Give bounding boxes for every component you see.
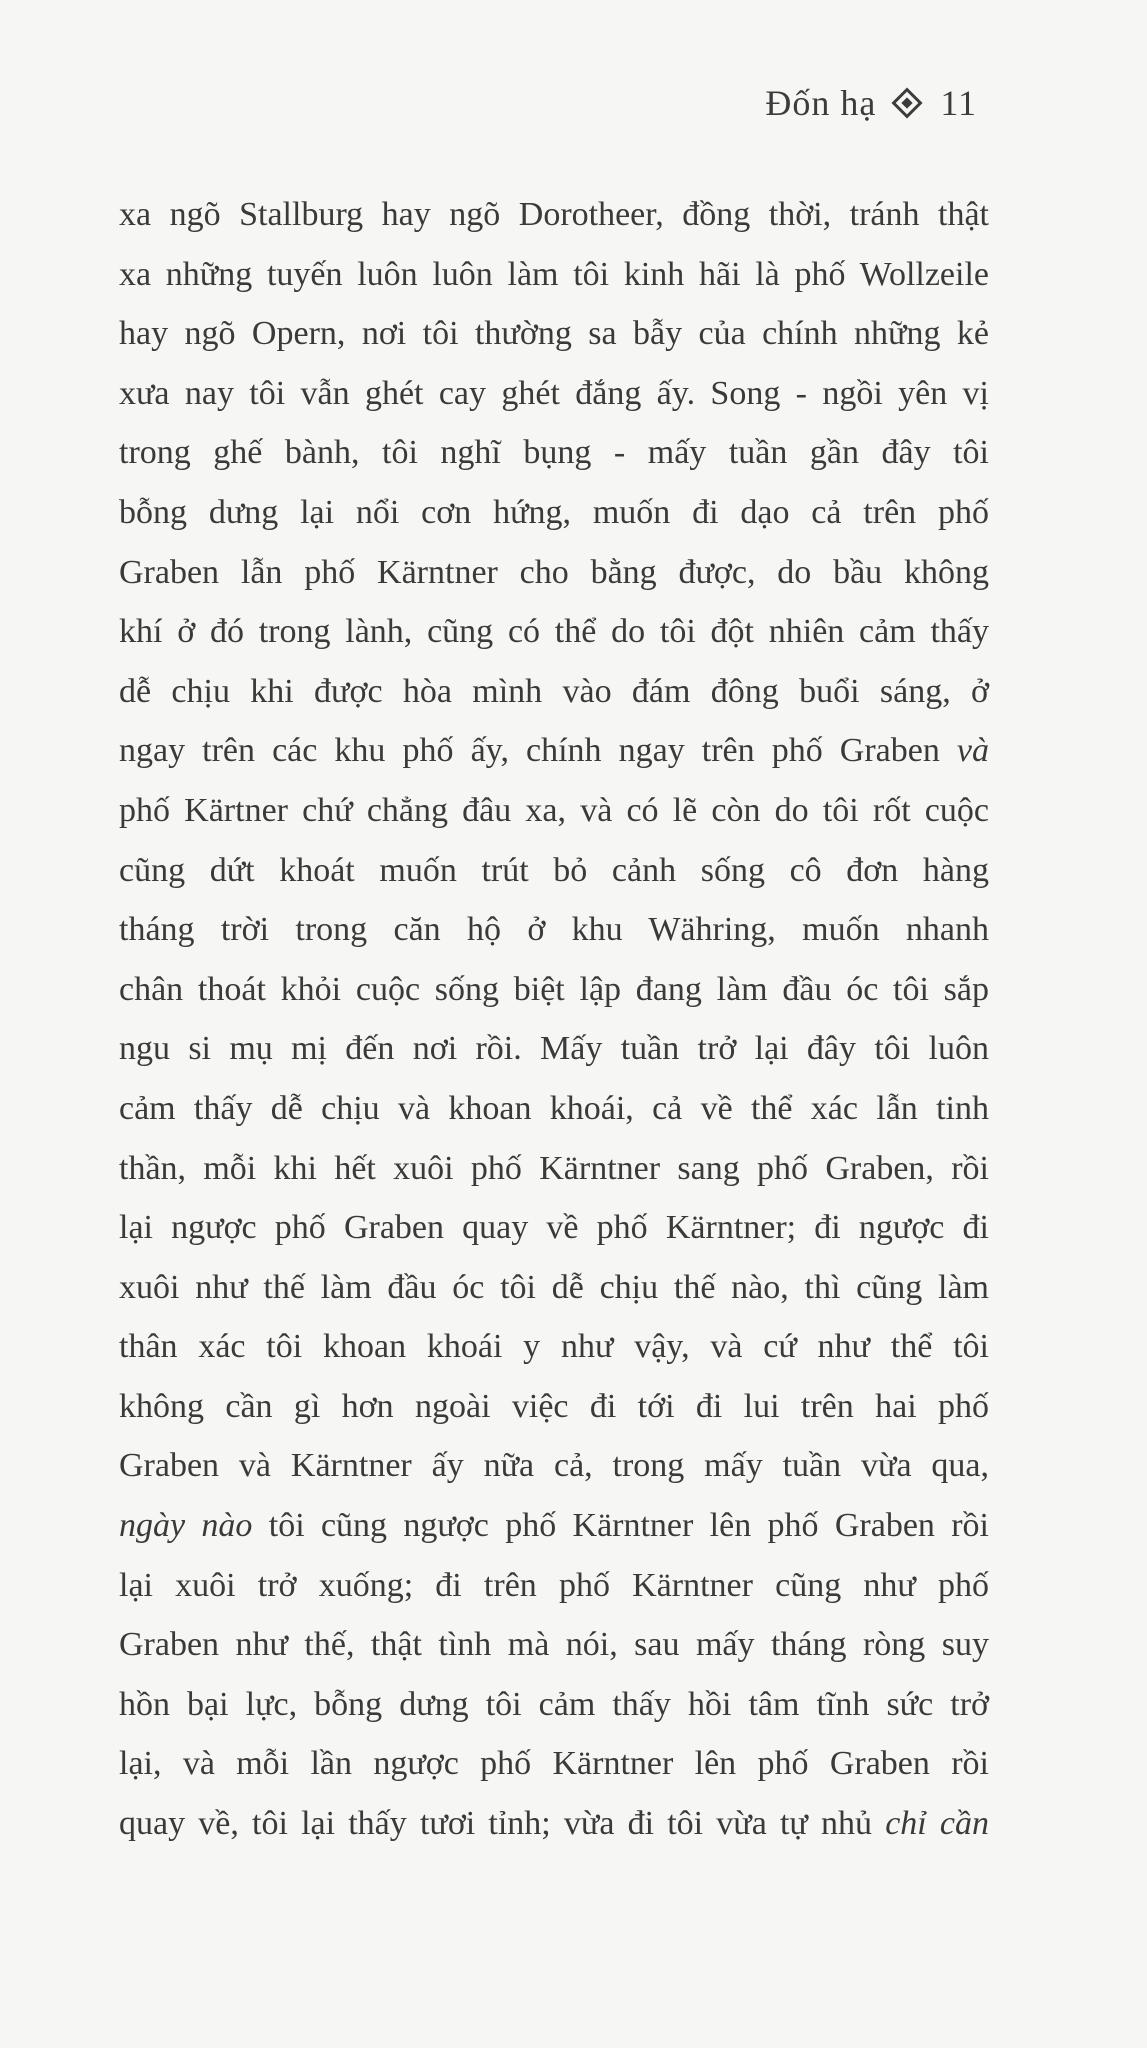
chapter-title: Đốn hạ (765, 83, 877, 123)
text-line (119, 662, 989, 722)
page-number: 11 (940, 83, 977, 123)
text-segment: phố Kärtner chứ chẳng đâu xa, và có lẽ còn do tôi rốt cuộc (119, 791, 989, 829)
text-line (119, 185, 989, 245)
text-line (119, 423, 989, 483)
italic-text: chỉ cần (885, 1805, 990, 1843)
text-line (119, 304, 989, 364)
text-segment: bỗng dưng lại nổi cơn hứng, muốn đi dạo cả trên phố (119, 493, 989, 531)
text-segment: khí ở đó trong lành, cũng có thể do tôi đột nhiên cảm thấy (119, 613, 989, 651)
text-line (119, 602, 989, 662)
text-line (119, 1734, 989, 1794)
text-segment: quay về, tôi lại thấy tươi tỉnh; vừa đi tôi vừa tự nhủ (119, 1805, 886, 1843)
text-line (119, 1258, 989, 1318)
text-segment: lại ngược phố Graben quay về phố Kärntner; đi ngược đi (119, 1209, 989, 1247)
text-line (119, 1794, 989, 1854)
text-line (119, 1615, 989, 1675)
diamond-ornament-icon (892, 87, 923, 118)
text-segment: xa ngõ Stallburg hay ngõ Dorotheer, đồng thời, tránh thật (119, 196, 989, 233)
text-segment: Graben như thế, thật tình mà nói, sau mấy tháng ròng suy (119, 1626, 989, 1664)
text-line (119, 1198, 989, 1258)
text-segment: dễ chịu khi được hòa mình vào đám đông buổi sáng, ở (119, 672, 989, 710)
text-segment: trong ghế bành, tôi nghĩ bụng - mấy tuần gần đây tôi (119, 434, 989, 472)
text-line (119, 543, 989, 603)
text-line (119, 721, 989, 781)
text-line (119, 960, 989, 1020)
text-line (119, 900, 989, 960)
text-line (119, 1317, 989, 1377)
text-segment: hay ngõ Opern, nơi tôi thường sa bẫy của chính những kẻ (119, 315, 989, 353)
italic-text: và (956, 732, 989, 770)
text-line (119, 483, 989, 543)
running-header (765, 82, 977, 124)
italic-text: ngày nào (119, 1507, 253, 1545)
text-segment: lại, và mỗi lần ngược phố Kärntner lên phố Graben rồi (119, 1745, 989, 1783)
text-segment: xa những tuyến luôn luôn làm tôi kinh hãi là phố Wollzeile (119, 255, 989, 293)
text-segment: Graben lẫn phố Kärntner cho bằng được, do bầu không (119, 553, 989, 591)
text-line (119, 1675, 989, 1735)
text-segment: xưa nay tôi vẫn ghét cay ghét đắng ấy. Song - ngồi yên vị (119, 374, 989, 412)
page-body-text (119, 185, 989, 1854)
text-segment: lại xuôi trở xuống; đi trên phố Kärntner cũng như phố (119, 1566, 989, 1604)
text-line (119, 1496, 989, 1556)
text-line (119, 1079, 989, 1139)
text-segment: tôi cũng ngược phố Kärntner lên phố Graben rồi (252, 1507, 990, 1545)
text-segment: ngay trên các khu phố ấy, chính ngay trên phố Graben (119, 732, 957, 770)
text-line (119, 1139, 989, 1199)
text-segment: hồn bại lực, bỗng dưng tôi cảm thấy hồi tâm tĩnh sức trở (119, 1685, 989, 1723)
text-segment: thần, mỗi khi hết xuôi phố Kärntner sang phố Graben, rồi (119, 1149, 989, 1187)
text-line (119, 781, 989, 841)
text-line (119, 245, 989, 305)
text-segment: cũng dứt khoát muốn trút bỏ cảnh sống cô đơn hàng (119, 851, 989, 889)
text-line (119, 1556, 989, 1616)
text-line (119, 1019, 989, 1079)
text-segment: ngu si mụ mị đến nơi rồi. Mấy tuần trở lại đây tôi luôn (119, 1030, 989, 1068)
text-line (119, 841, 989, 901)
text-segment: Graben và Kärntner ấy nữa cả, trong mấy tuần vừa qua, (119, 1447, 989, 1485)
text-segment: chân thoát khỏi cuộc sống biệt lập đang làm đầu óc tôi sắp (119, 970, 989, 1008)
text-segment: thân xác tôi khoan khoái y như vậy, và cứ như thể tôi (119, 1328, 989, 1366)
text-line (119, 364, 989, 424)
text-segment: xuôi như thế làm đầu óc tôi dễ chịu thế nào, thì cũng làm (119, 1268, 989, 1306)
text-segment: không cần gì hơn ngoài việc đi tới đi lui trên hai phố (119, 1387, 989, 1425)
text-segment: tháng trời trong căn hộ ở khu Währing, muốn nhanh (119, 911, 989, 949)
text-line (119, 1436, 989, 1496)
text-segment: cảm thấy dễ chịu và khoan khoái, cả về thể xác lẫn tinh (119, 1089, 989, 1127)
text-line (119, 1377, 989, 1437)
